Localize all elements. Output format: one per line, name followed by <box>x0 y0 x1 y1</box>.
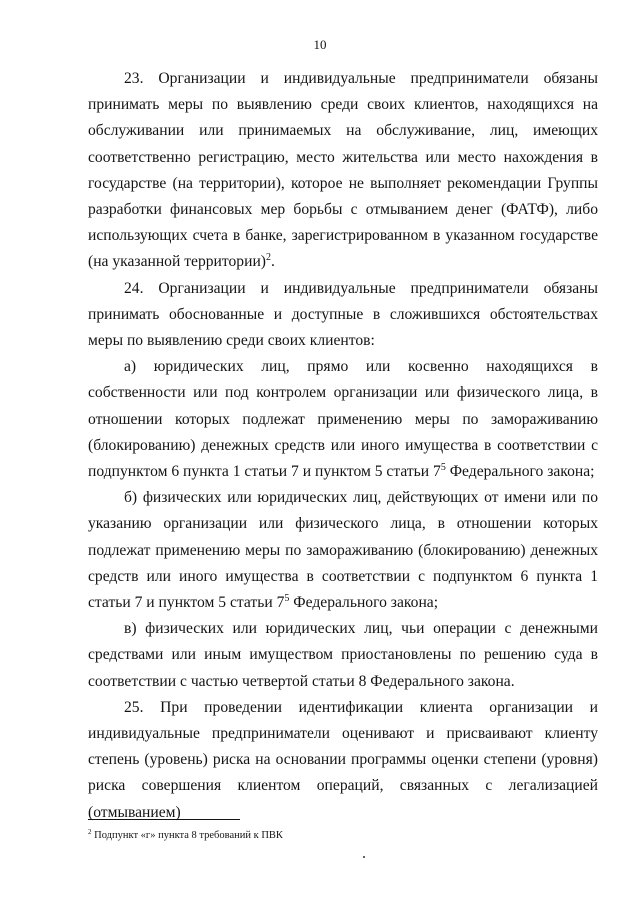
paragraph-24 <box>88 276 598 355</box>
footnote-mark: 2 <box>88 828 92 836</box>
paragraph-text: 25. При проведении идентификации клиента организации и индивидуальные предприниматели оценивают и присваивают клиенту степень (уровень) риска на основании программы оценки степени (уровня) риска совершения клиентом операций, связанных с легализацией (отмыванием) <box>88 698 598 821</box>
paragraph-25 <box>88 695 598 826</box>
paragraph-24-a <box>88 354 598 485</box>
footnote-reference: 2 <box>266 252 271 264</box>
paragraph-text: 23. Организации и индивидуальные предприниматели обязаны принимать меры по выявлению среди своих клиентов, находящихся на обслуживании или принимаемых на обслуживание, лиц, имеющих соответственно регистрацию, место жительства или место нахождения в государстве (на территории), которое не выполняет рекомендации Группы разработки финансовых мер борьбы с отмыванием денег (ФАТФ), либо использующих счета в банке, зарегистрированном в указанном государстве (на указанной территории) <box>88 70 598 271</box>
superscript-article-number: 5 <box>440 462 446 474</box>
superscript-article-number: 5 <box>284 593 290 605</box>
paragraph-23 <box>88 66 598 276</box>
document-body <box>88 66 598 826</box>
paragraph-text: 24. Организации и индивидуальные предприниматели обязаны принимать обоснованные и доступные в сложившихся обстоятельствах меры по выявлению среди своих клиентов: <box>88 279 598 350</box>
paragraph-text-tail: Федерального закона; <box>445 463 595 481</box>
paragraph-text: в) физических или юридических лиц, чьи операции с денежными средствами или иным имуществом приостановлены по решению суда в соответствии с частью четвертой статьи 8 Федерального закона. <box>88 620 598 690</box>
footnote-text: Подпункт «г» пункта 8 требований к ПВК <box>91 830 283 841</box>
paragraph-text: б) физических или юридических лиц, действующих от имени или по указанию организации или физического лица, в отношении которых подлежат применению меры по замораживанию (блокированию) денежных средств или иного имущества в соответствии с подпунктом 6 пункта 1 статьи 7 и пунктом 5 статьи 7 <box>88 489 598 612</box>
page-number: 10 <box>313 37 327 52</box>
paragraph-text: а) юридических лиц, прямо или косвенно находящихся в собственности или под контролем организации или физического лица, в отношении которых подлежат применению меры по замораживанию (блокированию) денежных средств или иного имущества в соответствии с подпунктом 6 пункта 1 статьи 7 и пунктом 5 статьи 7 <box>88 358 598 481</box>
scan-speck <box>363 856 365 858</box>
paragraph-text-tail: Федерального закона; <box>289 594 439 612</box>
footnote <box>88 829 598 843</box>
paragraph-24-b <box>88 485 598 616</box>
footnote-separator <box>88 819 240 820</box>
paragraph-text-tail: . <box>271 253 275 271</box>
paragraph-24-c <box>88 616 598 695</box>
